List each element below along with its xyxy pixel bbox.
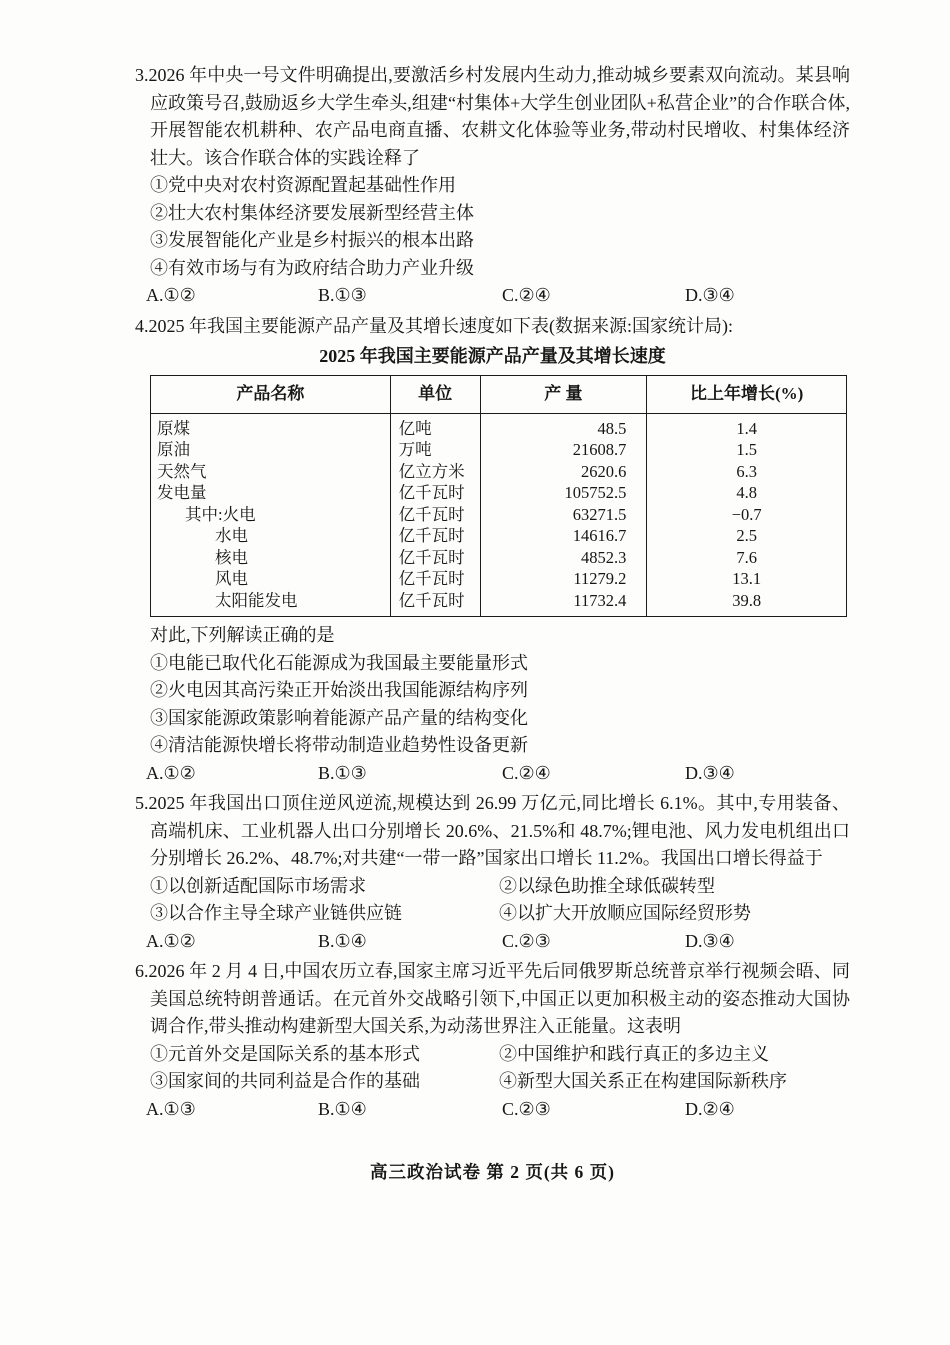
- question-3-number: 3.: [135, 65, 149, 85]
- table-row: [151, 482, 847, 504]
- question-3-statement-2: ②壮大农村集体经济要发展新型经营主体: [150, 202, 474, 223]
- table-row: [151, 547, 847, 569]
- question-6-statement-4: ④新型大国关系正在构建国际新秩序: [499, 1071, 787, 1091]
- question-5-option-b: B.①④: [318, 930, 367, 951]
- question-3-option-d: D.③④: [685, 285, 735, 305]
- cell-growth: 6.3: [647, 461, 847, 483]
- question-6-statement-1: ①元首外交是国际关系的基本形式: [150, 1043, 420, 1064]
- cell-product: 天然气: [151, 461, 391, 483]
- question-6-stem-text: 2026 年 2 月 4 日,中国农历立春,国家主席习近平先后同俄罗斯总统普京举行视频会晤、同美国总统特朗普通话。在元首外交战略引领下,中国正以更加积极主动的姿态推动大国协调合作,带头推动构建新型大国关系,为动荡世界注入正能量。这表明: [148, 961, 850, 1036]
- question-3-stem: [135, 62, 850, 172]
- cell-unit: 亿千瓦时: [390, 568, 480, 590]
- cell-growth: 39.8: [647, 590, 847, 617]
- question-3-option-b: B.①③: [318, 285, 367, 305]
- question-5: [135, 790, 850, 955]
- question-5-answer-options: [146, 928, 850, 956]
- cell-output: 11732.4: [480, 590, 647, 617]
- cell-growth: 13.1: [647, 568, 847, 590]
- table-row: [151, 413, 847, 439]
- table-row: [151, 461, 847, 483]
- question-4-statement-4: ④清洁能源快增长将带动制造业趋势性设备更新: [150, 735, 528, 755]
- question-6: [135, 958, 850, 1123]
- question-5-statements: [150, 873, 850, 928]
- question-6-answer-options: [146, 1096, 850, 1124]
- cell-product: 太阳能发电: [151, 590, 391, 617]
- question-5-option-d: D.③④: [685, 930, 735, 951]
- cell-growth: 4.8: [647, 482, 847, 504]
- question-4: [135, 313, 850, 788]
- question-4-statement-1: ①电能已取代化石能源成为我国最主要能量形式: [150, 652, 528, 673]
- cell-output: 63271.5: [480, 504, 647, 526]
- cell-growth: 1.5: [647, 439, 847, 461]
- question-4-statement-2: ②火电因其高污染正开始淡出我国能源结构序列: [150, 680, 528, 700]
- question-3: [135, 62, 850, 310]
- cell-product: 原油: [151, 439, 391, 461]
- cell-product: 发电量: [151, 482, 391, 504]
- question-5-statement-3: ③以合作主导全球产业链供应链: [150, 903, 402, 923]
- question-4-stem-text: 2025 年我国主要能源产品产量及其增长速度如下表(数据来源:国家统计局):: [148, 315, 733, 336]
- table-row: [151, 504, 847, 526]
- page-footer: 高三政治试卷 第 2 页(共 6 页): [369, 1162, 616, 1182]
- question-6-statements: [150, 1041, 850, 1096]
- question-5-option-c: C.②③: [502, 930, 551, 951]
- question-5-statement-1: ①以创新适配国际市场需求: [150, 875, 366, 896]
- energy-table-wrapper: [150, 375, 850, 618]
- cell-unit: 万吨: [390, 439, 480, 461]
- question-6-number: 6.: [135, 961, 149, 981]
- cell-output: 48.5: [480, 413, 647, 439]
- question-5-statement-2: ②以绿色助推全球低碳转型: [499, 875, 715, 896]
- question-6-statement-3: ③国家间的共同利益是合作的基础: [150, 1071, 420, 1091]
- question-5-option-a: A.①②: [146, 930, 196, 951]
- column-header-output: 产 量: [480, 375, 647, 413]
- question-4-statement-3: ③国家能源政策影响着能源产品产量的结构变化: [150, 707, 528, 728]
- question-3-statement-1: ①党中央对农村资源配置起基础性作用: [150, 175, 456, 195]
- cell-growth: −0.7: [647, 504, 847, 526]
- cell-output: 4852.3: [480, 547, 647, 569]
- column-header-unit: 单位: [390, 375, 480, 413]
- cell-output: 2620.6: [480, 461, 647, 483]
- table-title: 2025 年我国主要能源产品产量及其增长速度: [319, 346, 666, 366]
- cell-output: 11279.2: [480, 568, 647, 590]
- cell-output: 21608.7: [480, 439, 647, 461]
- question-4-number: 4.: [135, 315, 149, 336]
- cell-unit: 亿千瓦时: [390, 525, 480, 547]
- question-6-option-a: A.①③: [146, 1098, 196, 1119]
- question-3-statement-3: ③发展智能化产业是乡村振兴的根本出路: [150, 230, 474, 250]
- question-6-statement-2: ②中国维护和践行真正的多边主义: [499, 1043, 769, 1064]
- question-4-stem: [135, 313, 850, 341]
- question-5-number: 5.: [135, 793, 149, 813]
- cell-product: 核电: [151, 547, 391, 569]
- column-header-growth: 比上年增长(%): [647, 375, 847, 413]
- cell-growth: 7.6: [647, 547, 847, 569]
- question-4-lead: 对此,下列解读正确的是: [150, 625, 335, 645]
- question-4-option-a: A.①②: [146, 762, 196, 783]
- question-3-answer-options: [146, 282, 850, 310]
- cell-product: 水电: [151, 525, 391, 547]
- cell-product: 风电: [151, 568, 391, 590]
- column-header-product: 产品名称: [151, 375, 391, 413]
- table-header-row: [151, 375, 847, 413]
- question-6-stem: [135, 958, 850, 1041]
- cell-unit: 亿千瓦时: [390, 590, 480, 617]
- cell-product: 原煤: [151, 413, 391, 439]
- cell-unit: 亿千瓦时: [390, 504, 480, 526]
- question-4-option-c: C.②④: [502, 762, 551, 783]
- cell-unit: 亿千瓦时: [390, 547, 480, 569]
- cell-output: 14616.7: [480, 525, 647, 547]
- cell-growth: 2.5: [647, 525, 847, 547]
- cell-unit: 亿吨: [390, 413, 480, 439]
- table-row: [151, 525, 847, 547]
- question-6-option-d: D.②④: [685, 1098, 735, 1119]
- cell-product: 其中:火电: [151, 504, 391, 526]
- question-4-option-d: D.③④: [685, 762, 735, 783]
- question-3-stem-text: 2026 年中央一号文件明确提出,要激活乡村发展内生动力,推动城乡要素双向流动。某县响应政策号召,鼓励返乡大学生牵头,组建“村集体+大学生创业团队+私营企业”的合作联合体,开展智能农机耕种、农产品电商直播、农耕文化体验等业务,带动村民增收、村集体经济壮大。该合作联合体的实践诠释了: [148, 65, 850, 168]
- energy-production-table: [150, 375, 847, 618]
- cell-unit: 亿千瓦时: [390, 482, 480, 504]
- table-row: [151, 568, 847, 590]
- cell-growth: 1.4: [647, 413, 847, 439]
- question-5-stem-text: 2025 年我国出口顶住逆风逆流,规模达到 26.99 万亿元,同比增长 6.1%。其中,专用装备、高端机床、工业机器人出口分别增长 20.6%、21.5%和 48.7%;锂电池、风力发电机组出口分别增长 26.2%、48.7%;对共建“一带一路”国家出口增长 11.2%。我国出口增长得益于: [148, 793, 850, 868]
- cell-unit: 亿立方米: [390, 461, 480, 483]
- question-3-statement-4: ④有效市场与有为政府结合助力产业升级: [150, 257, 474, 278]
- question-4-option-b: B.①③: [318, 762, 367, 783]
- question-6-option-b: B.①④: [318, 1098, 367, 1119]
- question-3-option-a: A.①②: [146, 285, 196, 305]
- question-5-statement-4: ④以扩大开放顺应国际经贸形势: [499, 903, 751, 923]
- question-5-stem: [135, 790, 850, 873]
- question-6-option-c: C.②③: [502, 1098, 551, 1119]
- question-4-answer-options: [146, 760, 850, 788]
- question-3-option-c: C.②④: [502, 285, 551, 305]
- cell-output: 105752.5: [480, 482, 647, 504]
- table-row: [151, 590, 847, 617]
- table-row: [151, 439, 847, 461]
